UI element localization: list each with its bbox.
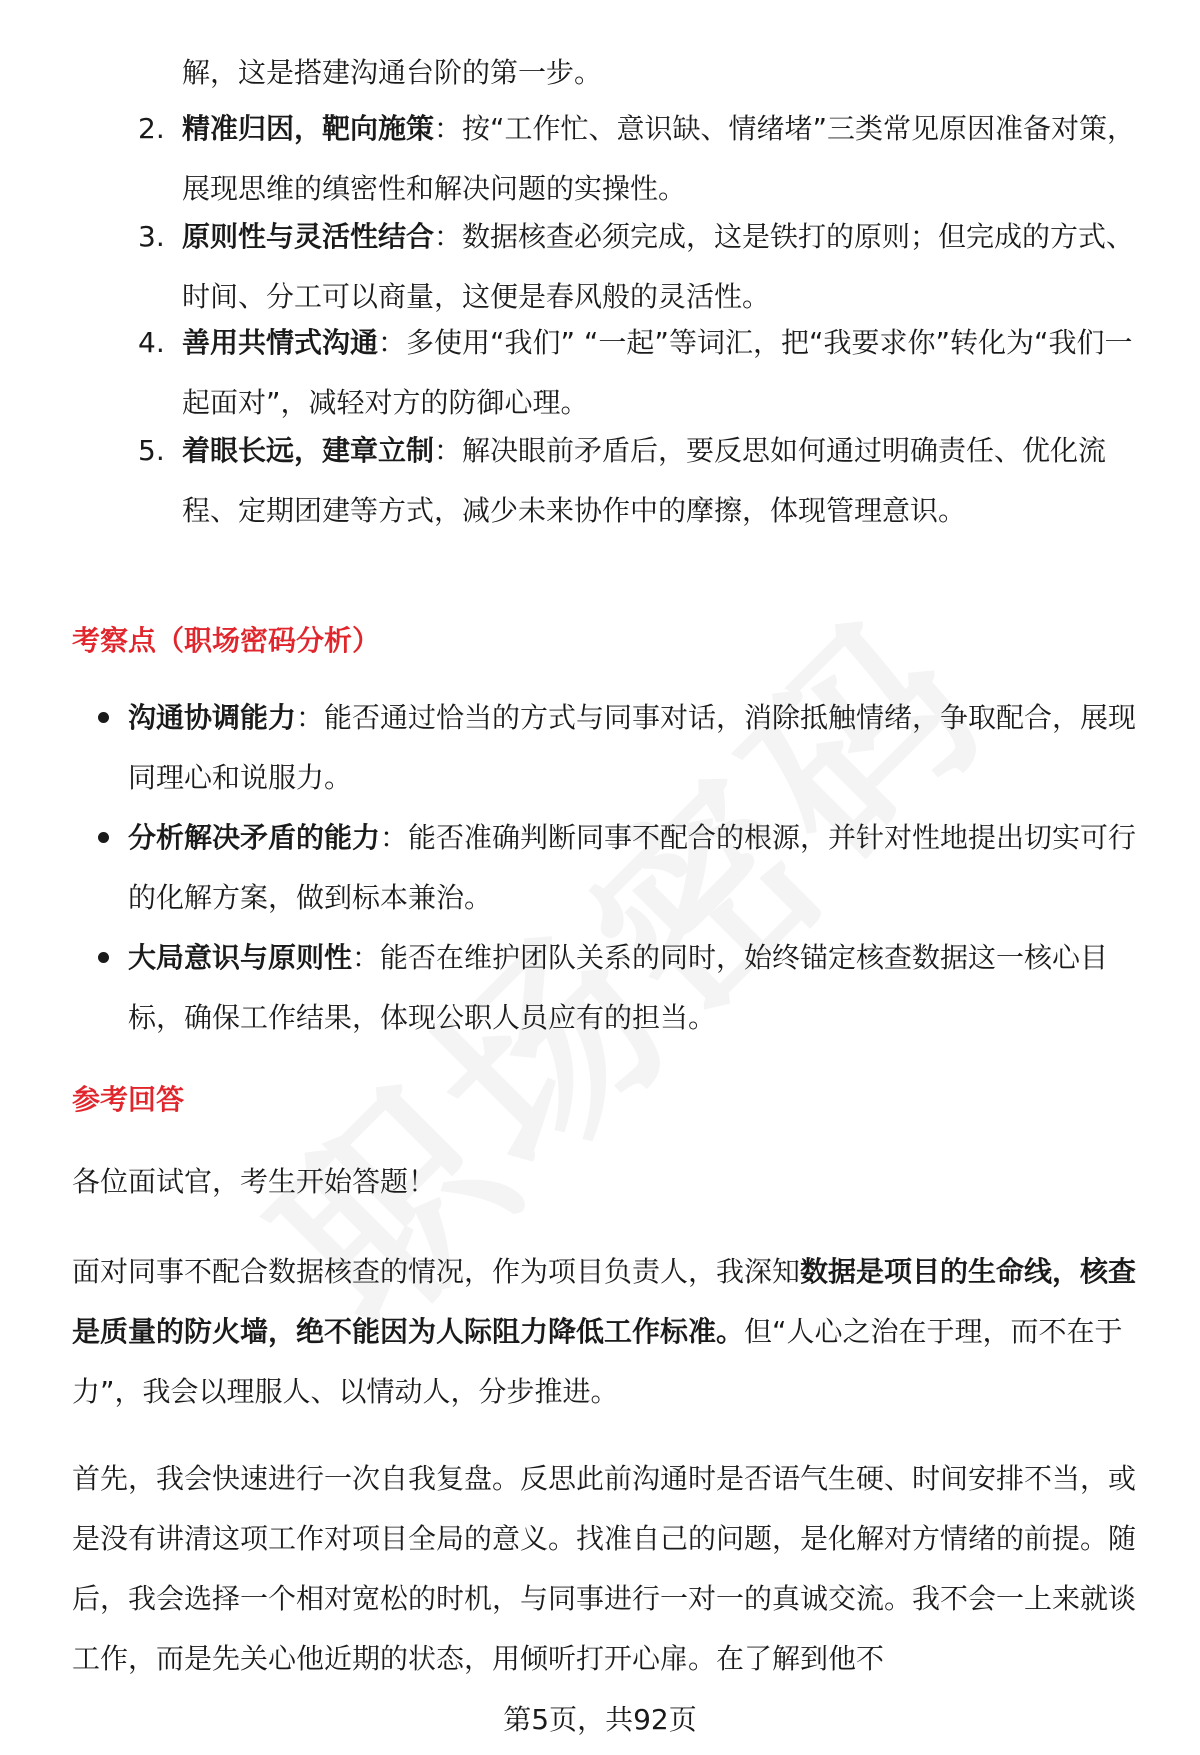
section-heading: 参考回答 [72, 1083, 185, 1116]
bullet-title: 分析解决矛盾的能力 [128, 821, 381, 854]
answer-text: 面对同事不配合数据核查的情况，作为项目负责人，我深知 [72, 1255, 801, 1288]
list-item-text: ：数据核查必须完成，这是铁打的原则；但完成的方式、时间、分工可以商量，这便是春风般的灵活性。 [182, 220, 1135, 313]
bullet-item [96, 688, 1146, 808]
list-item [140, 421, 1140, 541]
list-item-title: 原则性与灵活性结合 [182, 220, 435, 253]
list-item-text: ：按“工作忙、意识缺、情绪堵”三类常见原因准备对策，展现思维的缜密性和解决问题的实操性。 [182, 112, 1136, 205]
answer-emphasis: 数据是项目的生命线，核查是质量的防火墙，绝不能因为人际阻力降低工作标准。 [72, 1255, 1137, 1348]
list-item [140, 313, 1140, 433]
bullet-dot [98, 952, 109, 963]
list-item [140, 207, 1140, 327]
bullet-item [96, 808, 1146, 928]
bullet-dot [98, 832, 109, 843]
answer-text: 但“人心之治在于理，而不在于力”，我会以理服人、以情动人，分步推进。 [72, 1315, 1123, 1408]
bullet-title: 沟通协调能力 [128, 701, 297, 734]
answer-paragraph: 首先，我会快速进行一次自我复盘。反思此前沟通时是否语气生硬、时间安排不当，或是没有讲清这项工作对项目全局的意义。找准自己的问题，是化解对方情绪的前提。随后，我会选择一个相对宽松的时机，与同事进行一对一的真诚交流。我不会一上来就谈工作，而是先关心他近期的状态，用倾听打开心扉。在了解到他不 [72, 1462, 1137, 1675]
list-number: 3. [138, 220, 165, 253]
bullet-text: ：能否准确判断同事不配合的根源，并针对性地提出切实可行的化解方案，做到标本兼治。 [128, 821, 1137, 914]
list-item-text: ：多使用“我们” “一起”等词汇，把“我要求你”转化为“我们一起面对”，减轻对方的防御心理。 [182, 326, 1133, 419]
list-item-title: 善用共情式沟通 [182, 326, 379, 359]
answer-greeting: 各位面试官，考生开始答题！ [72, 1165, 437, 1198]
page-number: 第5页，共92页 [503, 1703, 697, 1736]
list-number: 5. [138, 434, 165, 467]
bullet-text: ：能否在维护团队关系的同时，始终锚定核查数据这一核心目标，确保工作结果，体现公职人员应有的担当。 [128, 941, 1109, 1034]
bullet-title: 大局意识与原则性 [128, 941, 353, 974]
list-number: 2. [138, 112, 165, 145]
section-heading: 考察点（职场密码分析） [72, 624, 381, 657]
answer-paragraph [72, 1242, 1142, 1422]
list-item-title: 着眼长远，建章立制 [182, 434, 435, 467]
bullet-dot [98, 712, 109, 723]
list-item-continuation: 解，这是搭建沟通台阶的第一步。 [182, 56, 603, 89]
list-item-title: 精准归因，靶向施策 [182, 112, 435, 145]
list-item [140, 99, 1140, 219]
bullet-item [96, 928, 1146, 1048]
list-item-text: ：解决眼前矛盾后，要反思如何通过明确责任、优化流程、定期团建等方式，减少未来协作中的摩擦，体现管理意识。 [182, 434, 1107, 527]
bullet-text: ：能否通过恰当的方式与同事对话，消除抵触情绪，争取配合，展现同理心和说服力。 [128, 701, 1137, 794]
list-number: 4. [138, 326, 165, 359]
